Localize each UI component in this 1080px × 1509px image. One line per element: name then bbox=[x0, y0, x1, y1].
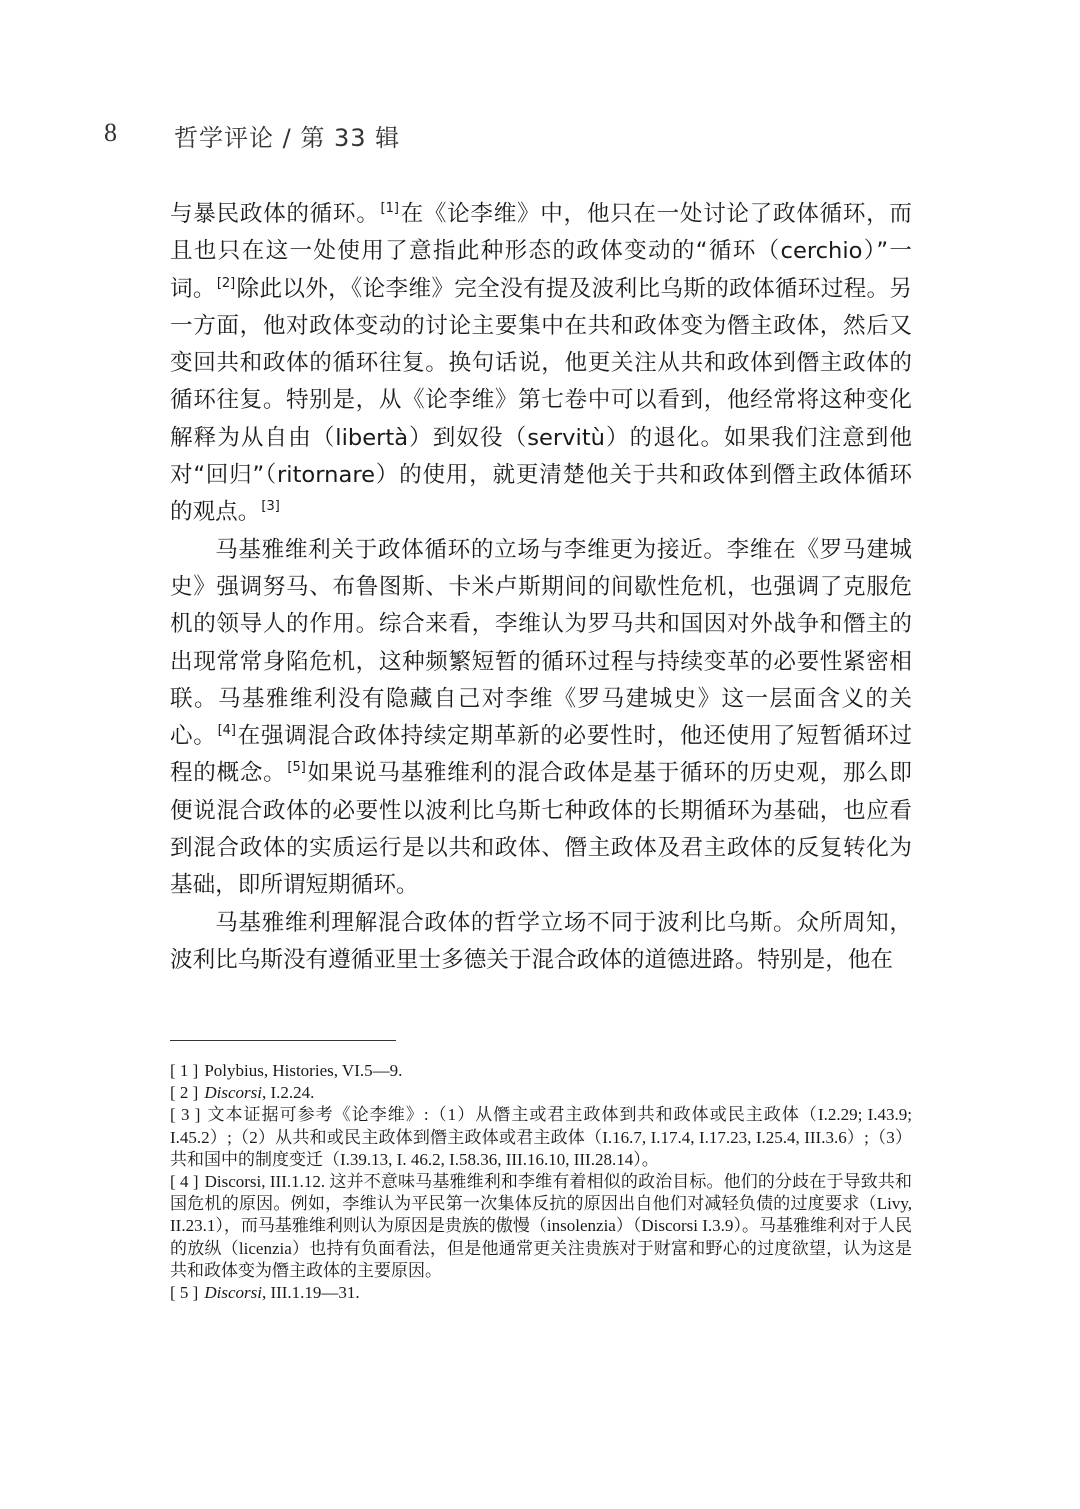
text-run: 除此以外，《论李维》完全没有提及波利比乌斯的政体循环过程。另一方面，他对政体变动的讨论主要集中在共和政体变为僭主政体，然后又变回共和政体的循环往复。换句话说，他更关注从共和政体到僭主政体的循环往复。特别是，从《论李维》第七卷中可以看到，他经常将这种变化解释为从自由（libertà）到奴役（servitù）的退化。如果我们注意到他对“回归”（ritornare）的使用，就更清楚他关于共和政体到僭主政体循环的观点。 bbox=[170, 275, 913, 526]
text-run: 与暴民政体的循环。 bbox=[170, 201, 380, 227]
footnote-text: Discorsi, III.1.12. 这并不意味马基雅维利和李维有着相似的政治目标。他们的分歧在于导致共和国危机的原因。例如，李维认为平民第一次集体反抗的原因出自他们对减轻负债的过度要求（Livy, II.23.1），而马基雅维利则认为原因是贵族的傲慢（insolenzia）（Discorsi I.3.9）。马基雅维利对于人民的放纵（licenzia）也持有负面看法，但是他通常更关注贵族对于财富和野心的过度欲望，认为这是共和政体变为僭主政体的主要原因。 bbox=[170, 1172, 912, 1280]
main-text bbox=[170, 196, 912, 979]
footnote-text: Polybius, Histories, VI.5—9. bbox=[204, 1061, 403, 1080]
footnote-divider bbox=[170, 1040, 396, 1041]
footnote-5 bbox=[170, 1282, 912, 1304]
footnote-ref: [3] bbox=[261, 499, 280, 515]
footnote-italic: Discorsi bbox=[204, 1083, 262, 1103]
footnote-text: 文本证据可参考《论李维》:（1）从僭主或君主政体到共和政体或民主政体（I.2.29; I.43.9; I.45.2）;（2）从共和或民主政体到僭主政体或君主政体（I.16.7, I.17.4, I.17.23, I.25.4, III.3.6）;（3）共和国中的制度变迁（I.39.13, I. 46.2, I.58.36, III.16.10, III.28.14）。 bbox=[170, 1105, 912, 1169]
page-number: 8 bbox=[104, 118, 117, 147]
text-run: 马基雅维利理解混合政体的哲学立场不同于波利比乌斯。众所周知，波利比乌斯没有遵循亚里士多德关于混合政体的道德进路。特别是，他在 bbox=[170, 909, 912, 973]
footnote-1 bbox=[170, 1060, 912, 1082]
text-run: 马基雅维利关于政体循环的立场与李维更为接近。李维在《罗马建城史》强调努马、布鲁图斯、卡米卢斯期间的间歇性危机，也强调了克服危机的领导人的作用。综合来看，李维认为罗马共和国因对外战争和僭主的出现常常身陷危机，这种频繁短暂的循环过程与持续变革的必要性紧密相联。马基雅维利没有隐藏自己对李维《罗马建城史》这一层面含义的关心。 bbox=[170, 536, 912, 750]
footnote-ref: [1] bbox=[380, 201, 399, 216]
paragraph-2 bbox=[170, 532, 912, 905]
footnote-text: , I.2.24. bbox=[261, 1083, 315, 1103]
footnote-text: , III.1.19—31. bbox=[261, 1283, 360, 1303]
footnote-italic: Discorsi bbox=[204, 1283, 262, 1303]
text-run: 如果说马基雅维利的混合政体是基于循环的历史观，那么即便说混合政体的必要性以波利比乌斯七种政体的长期循环为基础，也应看到混合政体的实质运行是以共和政体、僭主政体及君主政体的反复转化为基础，即所谓短期循环。 bbox=[170, 760, 913, 899]
footnotes bbox=[170, 1060, 912, 1304]
text-run: 在强调混合政体持续定期革新的必要性时，他还使用了短暂循环过程的概念。 bbox=[170, 723, 913, 787]
footnote-3 bbox=[170, 1104, 912, 1171]
footnote-mark: [ 2 ] bbox=[170, 1083, 199, 1103]
footnote-ref: [2] bbox=[216, 275, 236, 291]
paragraph-1 bbox=[170, 196, 912, 532]
running-title: 哲学评论 / 第 33 辑 bbox=[174, 124, 401, 152]
footnote-ref: [5] bbox=[287, 760, 306, 776]
text-run: 在《论李维》中，他只在一处讨论了政体循环，而且也只在这一处使用了意指此种形态的政体变动的“循环（cerchio）”一词。 bbox=[170, 201, 913, 302]
footnote-mark: [ 4 ] bbox=[170, 1172, 199, 1192]
footnote-4 bbox=[170, 1171, 912, 1282]
footnote-mark: [ 1 ] bbox=[170, 1061, 199, 1080]
footnote-2 bbox=[170, 1082, 912, 1104]
footnote-mark: [ 3 ] bbox=[170, 1105, 201, 1125]
footnote-ref: [4] bbox=[217, 723, 236, 739]
paragraph-3 bbox=[170, 905, 912, 980]
footnote-mark: [ 5 ] bbox=[170, 1283, 199, 1303]
